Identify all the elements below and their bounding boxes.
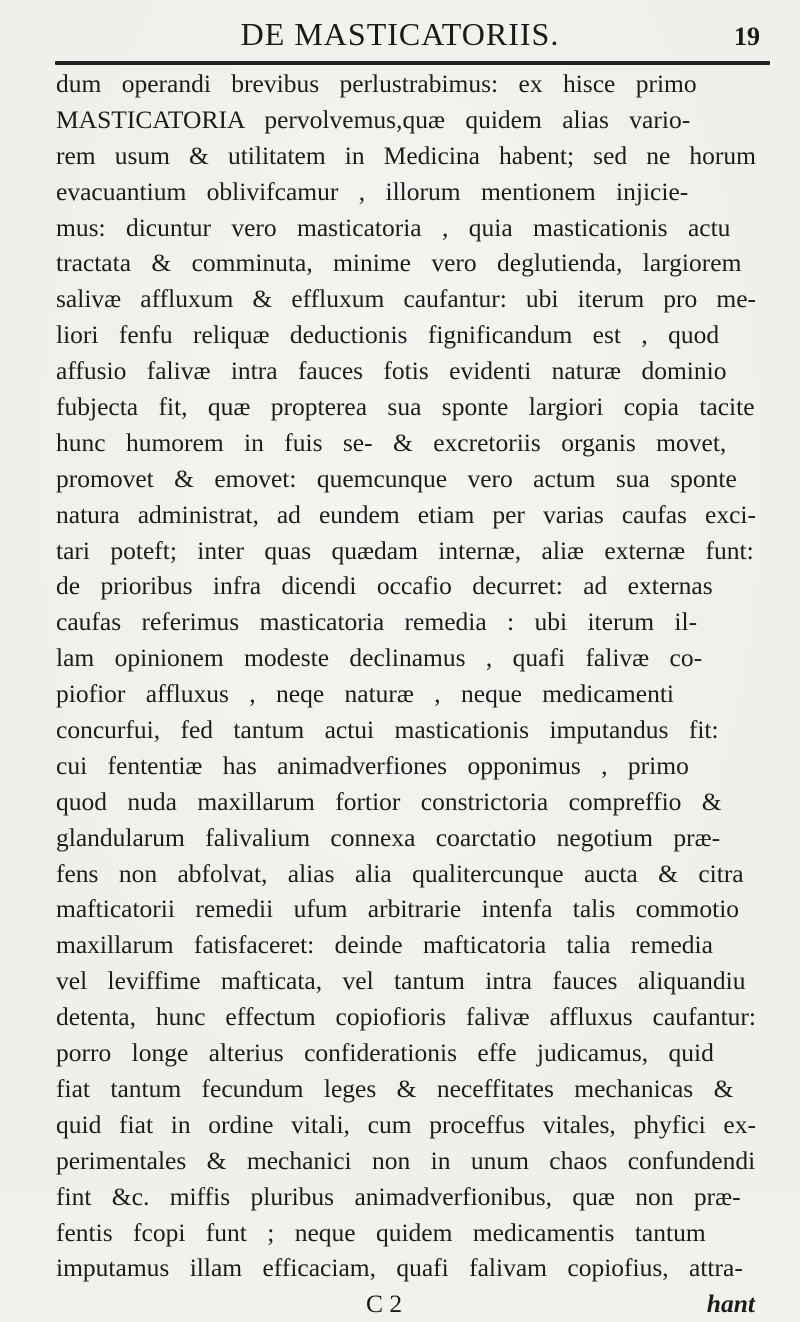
text-line: tari poteft; inter quas quædam internæ, aliæ externæ funt: [56,535,754,565]
text-line: piofior affluxus , neqe naturæ , neque medicamenti [56,679,674,709]
signature-mark: C 2 [366,1289,403,1319]
text-line: promovet & emovet: quemcunque vero actum sua sponte [56,463,737,493]
text-line: quid fiat in ordine vitali, cum proceffus vitales, phyfici ex- [56,1109,756,1139]
body-text [56,66,761,1322]
catchword: hant [706,1289,755,1319]
text-line: detenta, hunc effectum copiofioris falivæ affluxus caufantur: [56,1002,756,1032]
text-line: affusio falivæ intra fauces fotis evidenti naturæ dominio [56,356,727,386]
text-line: dum operandi brevibus perlustrabimus: ex hisce primo [56,69,697,98]
header-rule [55,61,770,65]
text-line: glandularum falivalium connexa coarctatio negotium præ- [56,822,721,852]
text-line: hunc humorem in fuis se- & excretoriis organis movet, [56,427,727,457]
text-line: caufas referimus masticatoria remedia : ubi iterum il- [56,607,698,637]
text-line: evacuantium oblivifcamur , illorum mentionem injicie- [56,176,689,206]
text-line: liori fenfu reliquæ deductionis fignificandum est , quod [56,320,720,350]
page-number: 19 [734,22,760,51]
text-line: vel leviffime mafticata, vel tantum intra fauces aliquandiu [56,966,746,996]
text-line: quod nuda maxillarum fortior constrictoria compreffio & [56,786,722,816]
text-line: natura administrat, ad eundem etiam per varias caufas exci- [56,499,756,529]
text-line: fint &c. miffis pluribus animadverfionibus, quæ non præ- [56,1181,741,1211]
page-footer [56,1286,761,1322]
text-line: perimentales & mechanici non in unum chaos confundendi [56,1145,756,1175]
text-line: maxillarum fatisfaceret: deinde mafticatoria talia remedia [56,930,713,960]
text-line: mafticatorii remedii ufum arbitrarie intenfa talis commotio [56,894,740,924]
running-title: DE MASTICATORIIS. [240,16,560,52]
text-line: cui fententiæ has animadverfiones opponimus , primo [56,750,689,780]
text-line: de prioribus infra dicendi occafio decurret: ad externas [56,571,713,601]
text-line: mus: dicuntur vero masticatoria , quia masticationis actu [56,212,731,242]
text-line: concurfui, fed tantum actui masticationis imputandus fit: [56,715,719,745]
text-line: tractata & comminuta, minime vero deglutienda, largiorem [56,248,742,278]
text-line: imputamus illam efficaciam, quafi falivam copiofius, attra- [56,1253,743,1283]
text-line: MASTICATORIA pervolvemus,quæ quidem alias vario- [56,104,691,134]
text-line: salivæ affluxum & effluxum caufantur: ubi iterum pro me- [56,284,757,314]
text-line: fubjecta fit, quæ propterea sua sponte largiori copia tacite [56,392,755,422]
text-line: porro longe alterius confiderationis effe judicamus, quid [56,1038,714,1068]
text-line: fiat tantum fecundum leges & neceffitates mechanicas & [56,1073,734,1103]
text-line: fentis fcopi funt ; neque quidem medicamentis tantum [56,1217,706,1247]
text-line: fens non abfolvat, alias alia qualitercunque aucta & citra [56,858,744,888]
text-line: rem usum & utilitatem in Medicina habent; sed ne horum [56,140,756,170]
page-header [40,16,760,60]
text-line: lam opinionem modeste declinamus , quafi falivæ co- [56,643,703,673]
